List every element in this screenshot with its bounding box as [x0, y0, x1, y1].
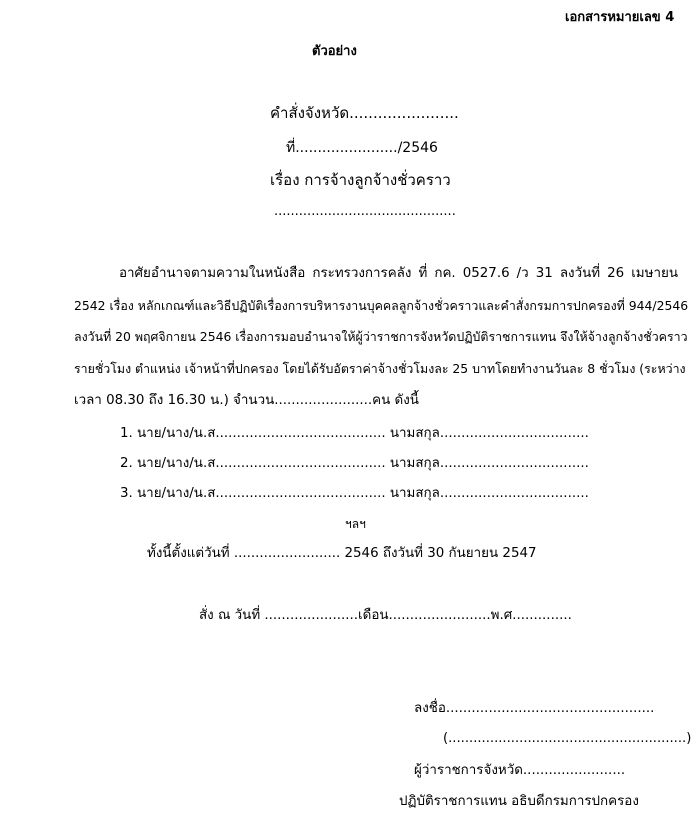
signatory-name-parenthesis: (.........................................................) — [443, 731, 692, 746]
body-line-1: อาศัยอำนาจตามความในหนังสือ กระทรวงการคลัง ที่ กค. 0527.6 /ว 31 ลงวันที่ 26 เมษายน — [119, 266, 678, 281]
document-number: เอกสารหมายเลข 4 — [565, 10, 675, 25]
ordered-on-date: สั่ง ณ วันที่ ......................เดือน........................พ.ศ.............. — [199, 608, 572, 623]
example-label: ตัวอย่าง — [312, 44, 357, 59]
effective-period: ทั้งนี้ตั้งแต่วันที่ ......................... 2546 ถึงวันที่ 30 กันยายน 2547 — [147, 546, 537, 561]
province-order-line: คำสั่งจังหวัด....................... — [270, 104, 459, 122]
acting-for-title: ปฏิบัติราชการแทน อธิบดีกรมการปกครอง — [399, 794, 639, 809]
name-entry-1: 1. นาย/นาง/น.ส........................................ นามสกุล................................... — [120, 426, 589, 441]
body-line-3: ลงวันที่ 20 พฤศจิกายน 2546 เรื่องการมอบอำนาจให้ผู้ว่าราชการจังหวัดปฏิบัติราชการแทน จึงให้จ้างลูกจ้างชั่วคราว — [74, 329, 688, 344]
governor-title: ผู้ว่าราชการจังหวัด........................ — [414, 763, 626, 778]
name-entry-3: 3. นาย/นาง/น.ส........................................ นามสกุล................................... — [120, 486, 589, 501]
body-line-2: 2542 เรื่อง หลักเกณฑ์และวิธีปฏิบัติเรื่องการบริหารงานบุคคลลูกจ้างชั่วคราวและคำสั่งกรมการปกครองที่ 944/2546 — [74, 298, 689, 313]
subject-line: เรื่อง การจ้างลูกจ้างชั่วคราว — [270, 171, 451, 189]
signature-line: ลงชื่อ................................................. — [414, 701, 655, 716]
name-entry-2: 2. นาย/นาง/น.ส........................................ นามสกุล................................... — [120, 456, 589, 471]
order-number-line: ที่......................./2546 — [286, 140, 438, 156]
body-line-4: รายชั่วโมง ตำแหน่ง เจ้าหน้าที่ปกครอง โดยได้รับอัตราค่าจ้างชั่วโมงละ 25 บาทโดยทำงานวันละ 8 ชั่วโมง (ระหว่าง — [74, 361, 686, 376]
etc-mark: ฯลฯ — [345, 517, 366, 531]
subject-underline: ............................................ — [274, 204, 456, 219]
body-line-5: เวลา 08.30 ถึง 16.30 น.) จำนวน.......................คน ดังนี้ — [74, 393, 419, 408]
